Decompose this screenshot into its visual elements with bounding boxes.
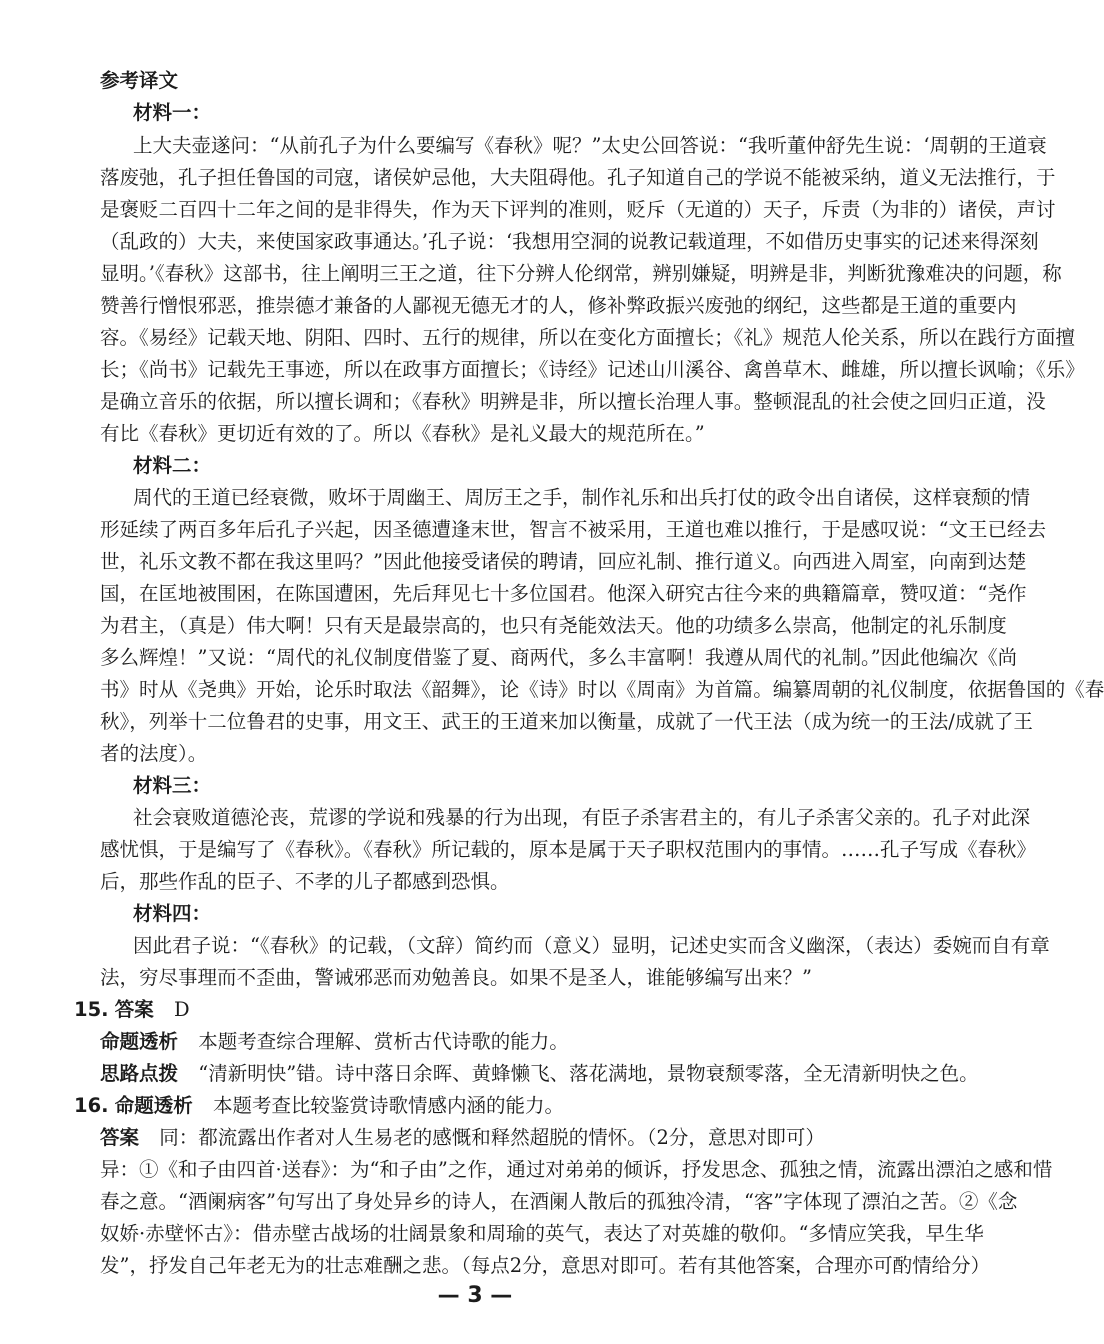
hint-text: “清新明快”错。诗中落日余晖、黄蜂懒飞、落花满地，景物衰颓零落，全无清新明快之色。: [198, 1062, 979, 1085]
text-line: 为君主，（真是）伟大啊！只有天是最崇高的，也只有尧能效法天。他的功绩多么崇高，他制定的礼乐制度: [100, 614, 1007, 637]
text-line: 上大夫壶遂问：“从前孔子为什么要编写《春秋》呢？”太史公回答说：“我听董仲舒先生说：‘周朝的王道衰: [133, 134, 1047, 157]
text-line: 感忧惧，于是编写了《春秋》。《春秋》所记载的，原本是属于天子职权范围内的事情。……孔子写成《春秋》: [100, 838, 1037, 861]
text-line: 者的法度）。: [100, 742, 208, 765]
analysis-text: 本题考查比较鉴赏诗歌情感内涵的能力。: [212, 1094, 564, 1117]
material-3-heading: 材料三：: [133, 774, 212, 797]
text-line: 奴娇·赤壁怀古》：借赤壁古战场的壮阔景象和周瑜的英气，表达了对英雄的敬仰。“多情应笑我，早生华: [100, 1222, 984, 1245]
question-number: 16.: [74, 1094, 109, 1117]
text-line: 赞善行憎恨邪恶，推崇德才兼备的人鄙视无德无才的人，修补弊政振兴废弛的纲纪，这些都是王道的重要内: [100, 294, 1017, 317]
text-line: 国，在匡地被围困，在陈国遭困，先后拜见七十多位国君。他深入研究古往今来的典籍篇章，赞叹道：“尧作: [100, 582, 1027, 605]
text-line: 有比《春秋》更切近有效的了。所以《春秋》是礼义最大的规范所在。”: [100, 422, 705, 445]
answer-text: 同：都流露出作者对人生易老的感慨和释然超脱的情怀。（2分，意思对即可）: [159, 1126, 825, 1149]
question-15-answer: [74, 996, 190, 1024]
text-line: 长；《尚书》记载先王事迹，所以在政事方面擅长；《诗经》记述山川溪谷、禽兽草木、雌雄，所以擅长讽喻；《乐》: [100, 358, 1085, 381]
question-16-answer: [100, 1124, 825, 1152]
text-line: 后，那些作乱的臣子、不孝的儿子都感到恐惧。: [100, 870, 510, 893]
text-line: 是褒贬二百四十二年之间的是非得失，作为天下评判的准则，贬斥（无道的）天子，斥责（为非的）诸侯，声讨: [100, 198, 1056, 221]
text-line: 春之意。“酒阑病客”句写出了身处异乡的诗人，在酒阑人散后的孤独冷清，“客”字体现了漂泊之苦。②《念: [100, 1190, 1018, 1213]
text-line: （乱政的）大夫，来使国家政事通达。’孔子说：‘我想用空洞的说教记载道理，不如借历史事实的记述来得深刻: [100, 230, 1039, 253]
answer-value: D: [173, 998, 190, 1021]
text-line: 书》时从《尧典》开始，论乐时取法《韶舞》，论《诗》时以《周南》为首篇。编纂周朝的礼仪制度，依据鲁国的《春: [100, 678, 1104, 701]
analysis-label: 命题透析: [100, 1030, 179, 1053]
text-line: 因此君子说：“《春秋》的记载，（文辞）简约而（意义）显明，记述史实而含义幽深，（表达）委婉而自有章: [133, 934, 1050, 957]
material-2-heading: 材料二：: [133, 454, 212, 477]
text-line: 发”，抒发自己年老无为的壮志难酬之悲。（每点2分，意思对即可。若有其他答案，合理亦可酌情给分）: [100, 1254, 991, 1277]
text-line: 形延续了两百多年后孔子兴起，因圣德遭逢末世，智言不被采用，王道也难以推行，于是感叹说：“文王已经去: [100, 518, 1046, 541]
answer-label: 答案: [100, 1126, 140, 1149]
question-number: 15.: [74, 998, 109, 1021]
analysis-text: 本题考查综合理解、赏析古代诗歌的能力。: [198, 1030, 569, 1053]
question-15-hint: [100, 1060, 979, 1088]
text-line: 异：①《和子由四首·送春》：为“和子由”之作，通过对弟弟的倾诉，抒发思念、孤独之情，流露出漂泊之感和惜: [100, 1158, 1053, 1181]
text-line: 落废弛，孔子担任鲁国的司寇，诸侯妒忌他，大夫阻碍他。孔子知道自己的学说不能被采纳，道义无法推行，于: [100, 166, 1056, 189]
section-title: 参考译文: [100, 69, 179, 92]
text-line: 多么辉煌！”又说：“周代的礼仪制度借鉴了夏、商两代，多么丰富啊！我遵从周代的礼制。”因此他编次《尚: [100, 646, 1018, 669]
text-line: 是确立音乐的依据，所以擅长调和；《春秋》明辨是非，所以擅长治理人事。整顿混乱的社会使之回归正道，没: [100, 390, 1046, 413]
material-4-heading: 材料四：: [133, 902, 212, 925]
text-line: 周代的王道已经衰微，败坏于周幽王、周厉王之手，制作礼乐和出兵打仗的政令出自诸侯，这样衰颓的情: [133, 486, 1031, 509]
text-line: 世，礼乐文教不都在我这里吗？”因此他接受诸侯的聘请，回应礼制、推行道义。向西进入周室，向南到达楚: [100, 550, 1027, 573]
text-line: 法，穷尽事理而不歪曲，警诫邪恶而劝勉善良。如果不是圣人，谁能够编写出来？”: [100, 966, 812, 989]
text-line: 容。《易经》记载天地、阴阳、四时、五行的规律，所以在变化方面擅长；《礼》规范人伦关系，所以在践行方面擅: [100, 326, 1076, 349]
text-line: 社会衰败道德沦丧，荒谬的学说和残暴的行为出现，有臣子杀害君主的，有儿子杀害父亲的。孔子对此深: [133, 806, 1031, 829]
text-line: 秋》，列举十二位鲁君的史事，用文王、武王的王道来加以衡量，成就了一代王法（成为统一的王法/成就了王: [100, 710, 1033, 733]
question-15-analysis: [100, 1028, 569, 1056]
page-number: — 3 —: [437, 1283, 513, 1308]
hint-label: 思路点拨: [100, 1062, 179, 1085]
text-line: 显明。’《春秋》这部书，往上阐明三王之道，往下分辨人伦纲常，辨别嫌疑，明辨是非，判断犹豫难决的问题，称: [100, 262, 1062, 285]
answer-label: 答案: [114, 998, 154, 1021]
question-16-analysis: [74, 1092, 564, 1120]
material-1-heading: 材料一：: [133, 101, 212, 124]
analysis-label: 命题透析: [114, 1094, 193, 1117]
